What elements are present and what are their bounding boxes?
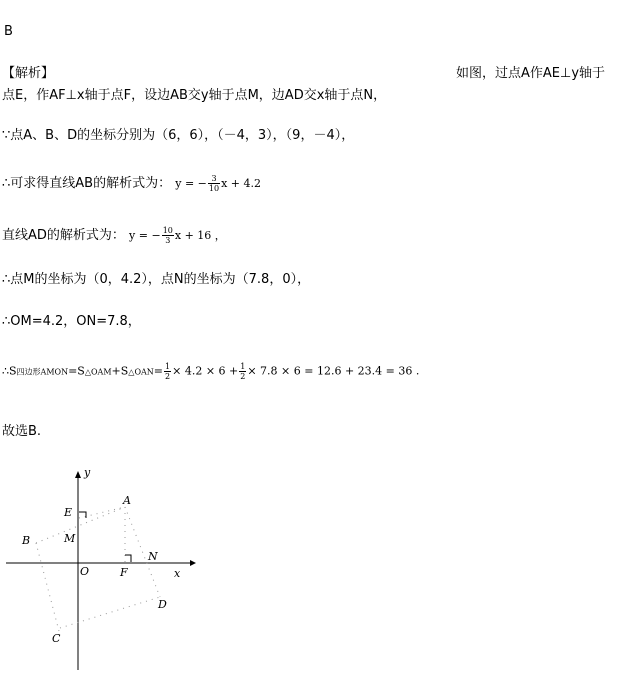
line-ab-equation — [2, 172, 261, 193]
area-plus: +S — [111, 364, 129, 378]
area-subscript-oan: △OAN — [128, 367, 154, 377]
half-fraction-2 — [239, 362, 246, 381]
line-ad-eq-lhs: y = − — [129, 229, 161, 242]
line-ad-prefix: 直线AD的解析式为： — [2, 228, 125, 243]
half-fraction-1 — [164, 362, 171, 381]
area-subscript: 四边形AMON — [16, 367, 69, 377]
x-axis-arrow-icon — [190, 560, 196, 566]
segment-cd — [60, 597, 160, 628]
line-ab-eq-rhs: x + 4.2 — [221, 177, 261, 190]
half-denominator-1: 2 — [165, 372, 171, 381]
answer-letter: B — [4, 24, 13, 39]
line-ad-equation — [2, 224, 226, 245]
area-eq2: = — [153, 364, 164, 378]
om-on-line: ∴OM=4.2，ON=7.8， — [2, 314, 141, 329]
analysis-intro-line2: 点E，作AF⊥x轴于点F，设边AB交y轴于点M，边AD交x轴于点N， — [2, 88, 387, 103]
geometry-figure — [0, 460, 220, 675]
line-ad-fraction — [162, 226, 174, 245]
label-a: A — [123, 494, 131, 507]
label-x: x — [174, 567, 181, 580]
y-axis-arrow-icon — [75, 471, 81, 478]
label-m: M — [64, 532, 76, 545]
label-y: y — [84, 466, 91, 479]
label-o: O — [80, 565, 90, 578]
segment-bc — [36, 543, 60, 635]
line-ad-denominator: 3 — [165, 236, 171, 245]
coordinates-line: ∵点A、B、D的坐标分别为（6，6），（－4，3），（9，－4）， — [2, 128, 355, 143]
line-ad-numerator: 10 — [162, 226, 173, 235]
analysis-heading: 【解析】 — [2, 66, 55, 81]
label-d: D — [158, 598, 167, 611]
half-numerator-1: 1 — [165, 362, 171, 371]
label-f: F — [120, 566, 128, 579]
right-angle-e-icon — [79, 512, 86, 518]
points-mn-line: ∴点M的坐标为（0，4.2），点N的坐标为（7.8，0）， — [2, 272, 311, 287]
line-ad-eq-rhs: x + 16 ， — [174, 229, 226, 242]
area-term2: × 7.8 × 6 = 12.6 + 23.4 = 36 . — [247, 364, 420, 378]
line-ab-fraction — [208, 174, 220, 193]
line-ab-eq-lhs: y = − — [175, 177, 207, 190]
area-equation — [2, 362, 419, 381]
right-angle-f-icon — [125, 555, 131, 562]
label-c: C — [52, 632, 61, 645]
half-denominator-2: 2 — [240, 372, 246, 381]
conclusion-line: 故选B. — [2, 424, 42, 439]
line-ab-denominator: 10 — [208, 184, 220, 193]
line-ab-numerator: 3 — [208, 174, 220, 184]
half-numerator-2: 1 — [240, 362, 246, 371]
area-term1: × 4.2 × 6 + — [172, 364, 239, 378]
area-subscript-oam: △OAM — [84, 367, 112, 377]
area-eq1: =S — [68, 364, 85, 378]
area-prefix: ∴S — [2, 364, 17, 378]
label-n: N — [148, 550, 158, 563]
label-b: B — [22, 534, 31, 547]
analysis-intro-right: 如图，过点A作AE⊥y轴于 — [456, 66, 606, 81]
label-e: E — [64, 506, 73, 519]
line-ab-prefix: ∴可求得直线AB的解析式为： — [2, 176, 172, 191]
